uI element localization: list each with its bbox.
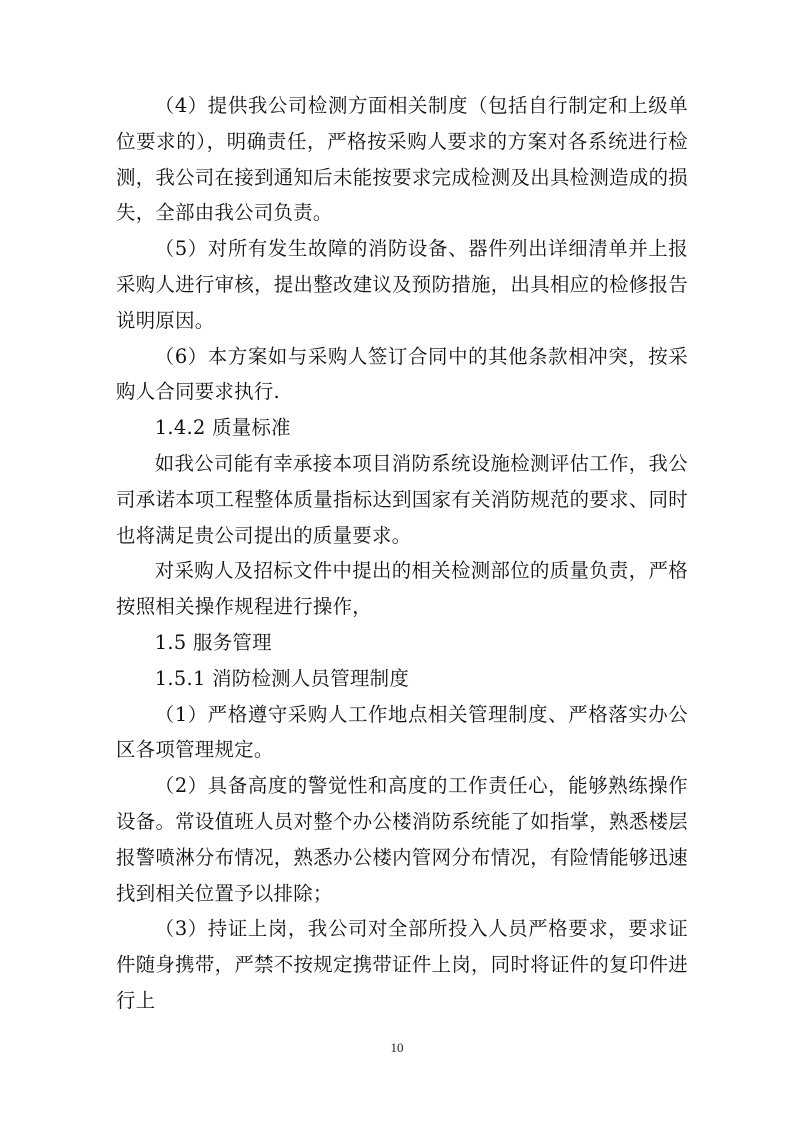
paragraph-item-5: （5）对所有发生故障的消防设备、器件列出详细清单并上报采购人进行审核，提出整改建议及预防措施，出具相应的检修报告说明原因。 xyxy=(116,237,688,332)
paragraph-rule-1: （1）严格遵守采购人工作地点相关管理制度、严格落实办公区各项管理规定。 xyxy=(116,702,688,762)
paragraph-quality-commitment: 如我公司能有幸承接本项目消防系统设施检测评估工作，我公司承诺本项工程整体质量指标达到国家有关消防规范的要求、同时也将满足贵公司提出的质量要求。 xyxy=(116,451,688,547)
paragraph-item-4: （4）提供我公司检测方面相关制度（包括自行制定和上级单位要求的），明确责任，严格按采购人要求的方案对各系统进行检测，我公司在接到通知后未能按要求完成检测及出具检测造成的损失，全部由我公司负责。 xyxy=(116,94,688,225)
document-body xyxy=(116,88,688,1019)
paragraph-rule-2: （2）具备高度的警觉性和高度的工作责任心，能够熟练操作设备。常设值班人员对整个办公楼消防系统能了如指掌，熟悉楼层报警喷淋分布情况，熟悉办公楼内管网分布情况，有险情能够迅速找到相关位置予以排除； xyxy=(116,774,688,905)
section-heading-1-5-1: 1.5.1 消防检测人员管理制度 xyxy=(154,666,410,690)
paragraph-item-6: （6）本方案如与采购人签订合同中的其他条款相冲突，按采购人合同要求执行. xyxy=(116,344,688,404)
section-heading-1-5: 1.5 服务管理 xyxy=(154,630,272,654)
page-number: 10 xyxy=(390,1040,404,1055)
paragraph-rule-3: （3）持证上岗，我公司对全部所投入人员严格要求，要求证件随身携带，严禁不按规定携带证件上岗，同时将证件的复印件进行上 xyxy=(116,917,688,1012)
paragraph-quality-responsibility: 对采购人及招标文件中提出的相关检测部位的质量负责，严格按照相关操作规程进行操作， xyxy=(116,559,688,619)
section-heading-1-4-2: 1.4.2 质量标准 xyxy=(154,416,291,440)
